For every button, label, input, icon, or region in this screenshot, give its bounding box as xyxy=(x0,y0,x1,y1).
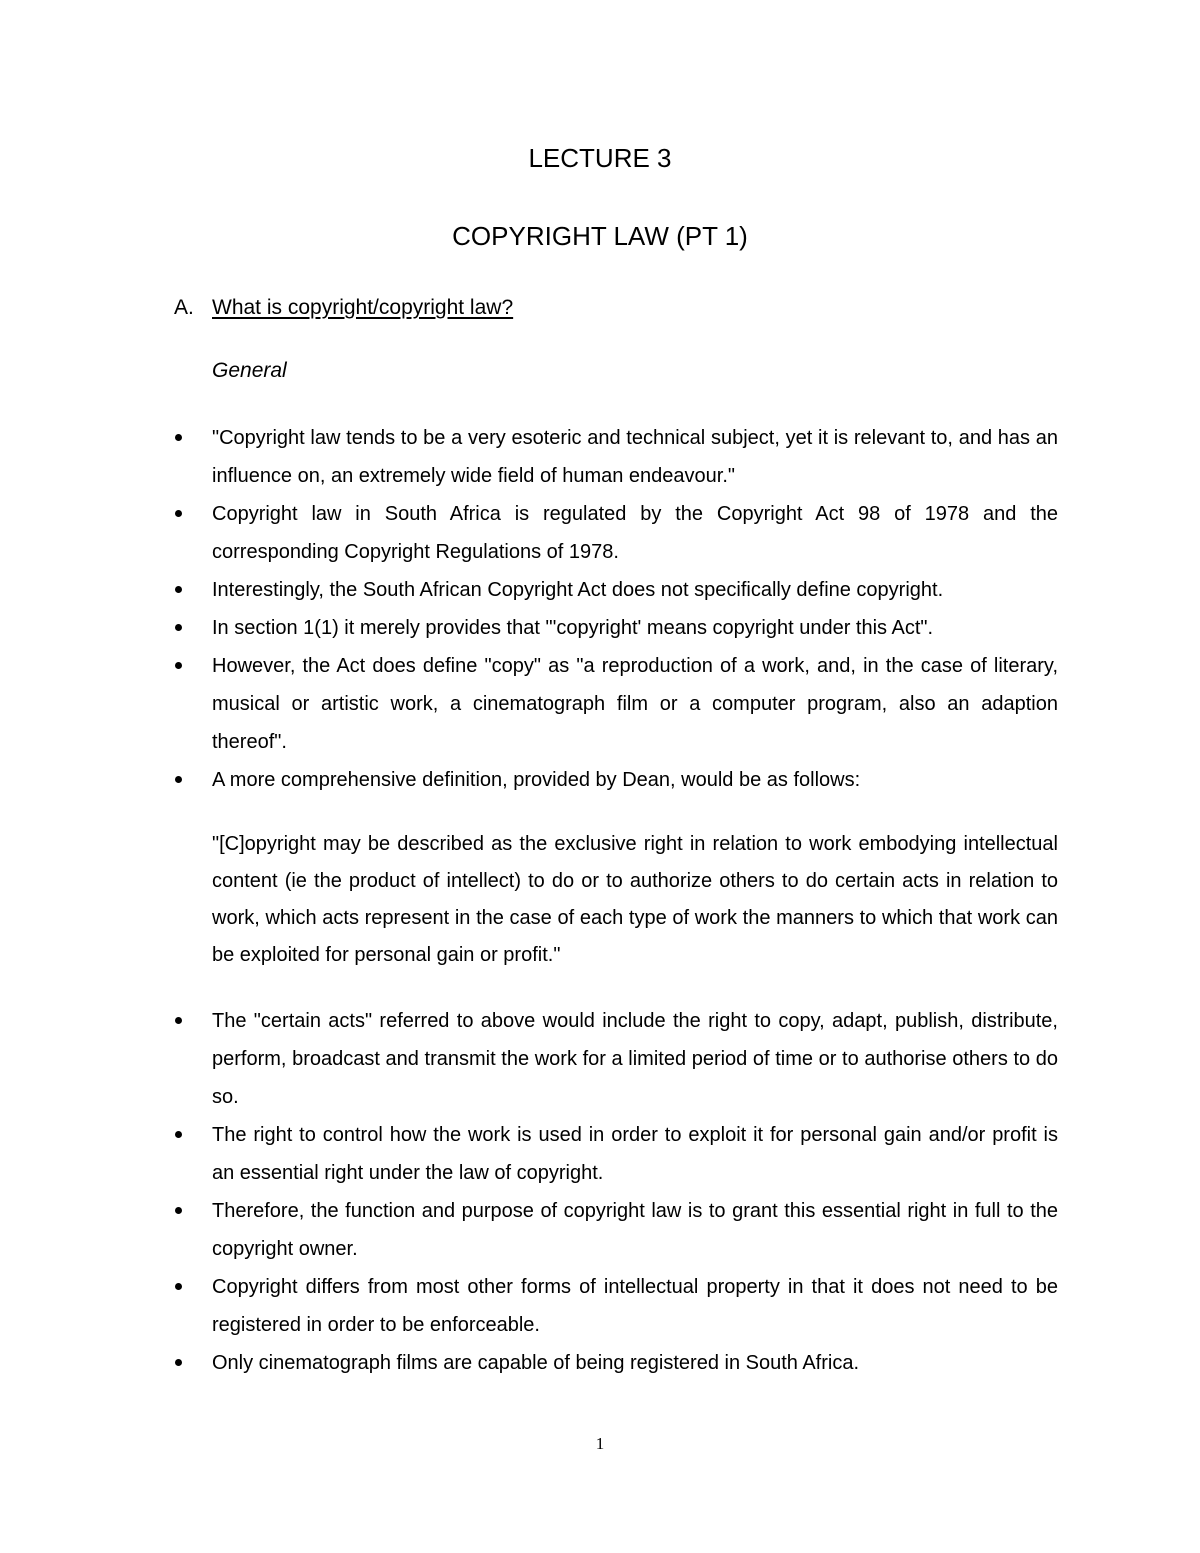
list-item-text: In section 1(1) it merely provides that "'copyright' means copyright under this Act". xyxy=(212,617,934,639)
section-heading-text: What is copyright/copyright law? xyxy=(212,296,514,319)
list-item xyxy=(212,1344,1058,1382)
bullet-list-1 xyxy=(212,419,1058,799)
section-letter: A. xyxy=(174,296,194,319)
list-item-text: Copyright differs from most other forms of intellectual property in that it does not need to be registered in order to be enforceable. xyxy=(212,1276,1058,1336)
list-item-text: Therefore, the function and purpose of copyright law is to grant this essential right in full to the copyright owner. xyxy=(212,1200,1058,1260)
list-item xyxy=(212,647,1058,761)
bullet-icon xyxy=(175,495,187,533)
list-item xyxy=(212,419,1058,495)
list-item xyxy=(212,1002,1058,1116)
list-item-text: A more comprehensive definition, provided by Dean, would be as follows: xyxy=(212,769,861,791)
bullet-icon xyxy=(175,1116,187,1154)
bullet-icon xyxy=(175,647,187,685)
list-item xyxy=(212,571,1058,609)
bullet-icon xyxy=(175,1002,187,1040)
list-item-text: Interestingly, the South African Copyright Act does not specifically define copyright. xyxy=(212,579,944,601)
list-item-text: Copyright law in South Africa is regulated by the Copyright Act 98 of 1978 and the corresponding Copyright Regulations of 1978. xyxy=(212,503,1058,563)
block-quote: "[C]opyright may be described as the exclusive right in relation to work embodying intellectual content (ie the product of intellect) to do or to authorize others to do certain acts in relation to work, which acts represent in the case of each type of work the manners to which that work can be exploited for personal gain or profit." xyxy=(212,833,1058,966)
bullet-icon xyxy=(175,1344,187,1382)
lecture-title: LECTURE 3 xyxy=(528,143,672,173)
bullet-icon xyxy=(175,1192,187,1230)
list-item-text: "Copyright law tends to be a very esoteric and technical subject, yet it is relevant to, and has an influence on, an extremely wide field of human endeavour." xyxy=(212,427,1058,487)
list-item xyxy=(212,761,1058,799)
document-title: COPYRIGHT LAW (PT 1) xyxy=(452,221,748,251)
list-item xyxy=(212,609,1058,647)
bullet-icon xyxy=(175,761,187,799)
list-item xyxy=(212,1268,1058,1344)
bullet-icon xyxy=(175,609,187,647)
list-item xyxy=(212,495,1058,571)
list-item-text: The "certain acts" referred to above would include the right to copy, adapt, publish, distribute, perform, broadcast and transmit the work for a limited period of time or to authorise others to do so. xyxy=(212,1010,1058,1108)
list-item-text: Only cinematograph films are capable of being registered in South Africa. xyxy=(212,1352,860,1374)
section-subheading: General xyxy=(212,359,287,382)
section-heading xyxy=(174,295,513,321)
bullet-icon xyxy=(175,571,187,609)
page-number: 1 xyxy=(595,1434,605,1453)
list-item xyxy=(212,1116,1058,1192)
bullet-icon xyxy=(175,419,187,457)
bullet-icon xyxy=(175,1268,187,1306)
list-item-text: However, the Act does define "copy" as "a reproduction of a work, and, in the case of literary, musical or artistic work, a cinematograph film or a computer program, also an adaption thereof". xyxy=(212,655,1058,753)
list-item-text: The right to control how the work is used in order to exploit it for personal gain and/or profit is an essential right under the law of copyright. xyxy=(212,1124,1058,1184)
bullet-list-2 xyxy=(212,1002,1058,1382)
list-item xyxy=(212,1192,1058,1268)
